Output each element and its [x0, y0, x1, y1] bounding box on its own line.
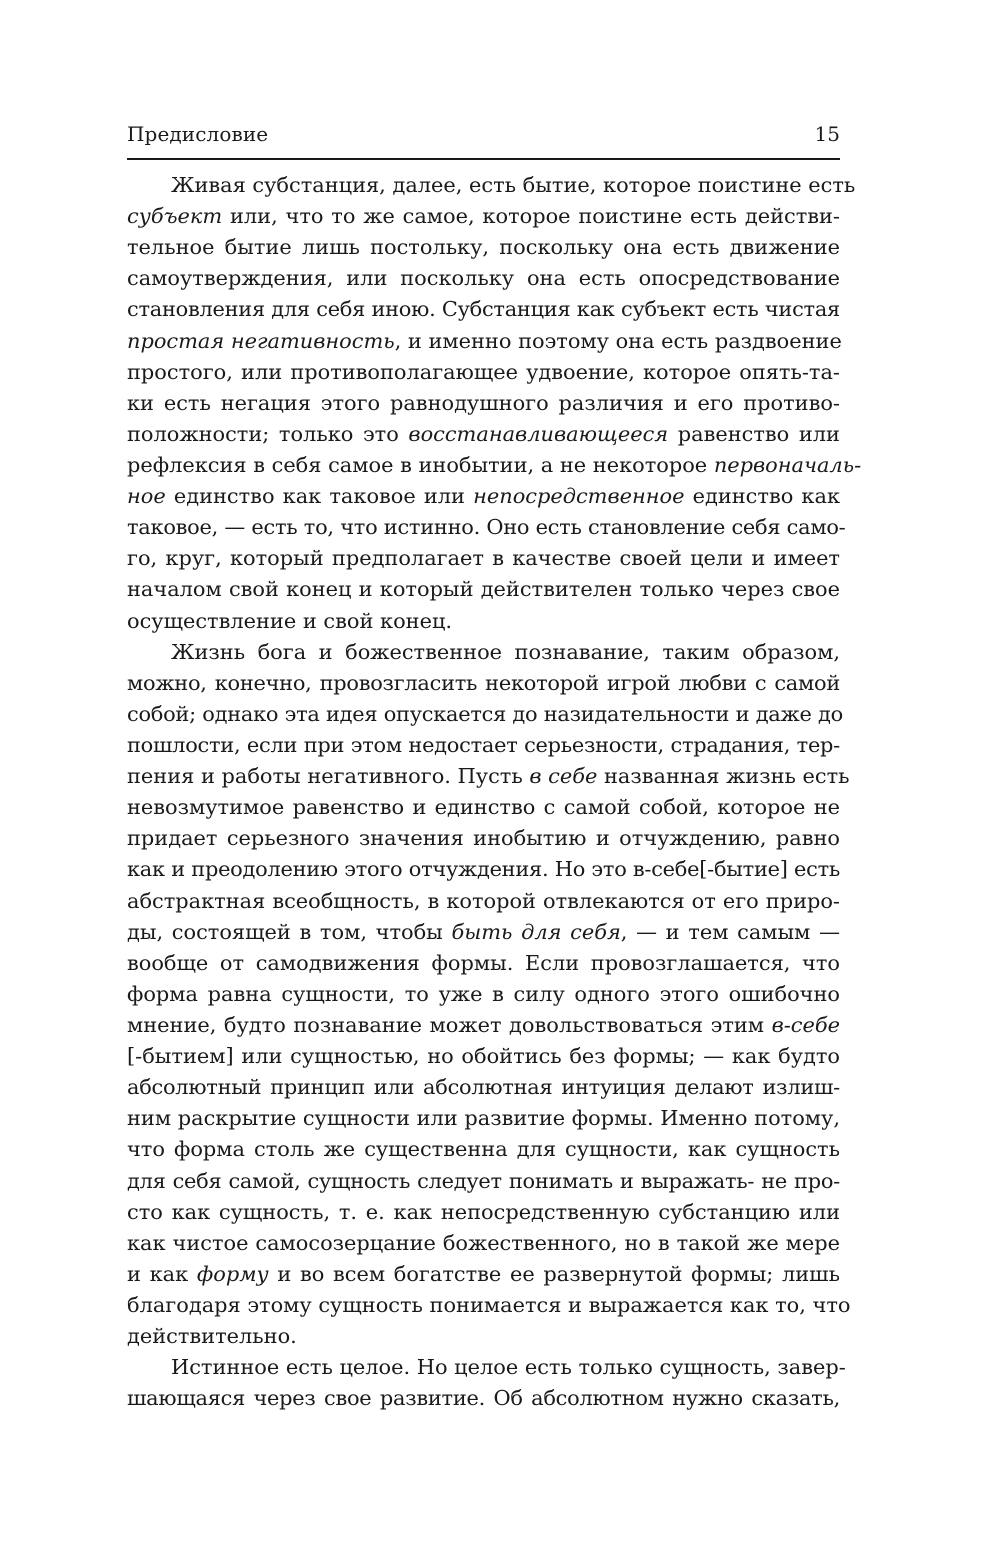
text-line — [127, 357, 840, 388]
text-run: единство как таковое или — [165, 484, 474, 509]
text-run: , и именно поэтому она есть раздвоение — [394, 328, 842, 353]
text-run: форма равна сущности, то уже в силу одного этого ошибочно — [127, 981, 840, 1006]
text-line — [127, 419, 840, 450]
text-line — [127, 543, 840, 574]
text-line — [127, 668, 840, 699]
text-line — [127, 1166, 840, 1197]
text-run: , — и тем самым — — [620, 919, 840, 944]
text-line — [127, 201, 840, 232]
text-run: положности; только это — [127, 421, 409, 446]
text-run: осуществление и свой конец. — [127, 608, 453, 633]
text-line — [127, 823, 840, 854]
text-run: Жизнь бога и божественное познавание, таким образом, — [171, 639, 840, 664]
text-run: началом свой конец и который действителен только через свое — [127, 577, 840, 602]
text-line — [127, 263, 840, 294]
text-run: ним раскрытие сущности или развитие формы. Именно потому, — [127, 1106, 840, 1131]
text-line — [127, 854, 840, 885]
text-run: абстрактная всеобщность, в которой отвлекаются от его приро- — [127, 888, 840, 913]
text-line — [127, 388, 840, 419]
italic-run: восстанавливающееся — [408, 421, 669, 446]
header-rule — [127, 158, 840, 160]
text-line — [127, 761, 850, 792]
text-run: невозмутимое равенство и единство с самой собой, которое не — [127, 795, 840, 820]
text-run: пения и работы негативного. Пусть — [127, 764, 530, 789]
italic-run: в-себе — [771, 1012, 840, 1037]
text-line — [127, 792, 840, 823]
text-run: можно, конечно, провозгласить некоторой игрой любви с самой — [127, 670, 840, 695]
text-run: [-бытием] или сущностью, но обойтись без формы; — как будто — [127, 1044, 840, 1069]
text-run: и как — [127, 1261, 197, 1286]
text-run: как и преодолению этого отчуждения. Но это в-себе[-бытие] есть — [127, 857, 841, 882]
text-run: для себя самой, сущность следует понимать и выражать- не про- — [127, 1168, 840, 1193]
text-line — [127, 1259, 840, 1290]
text-run: абсолютный принцип или абсолютная интуиция делают излиш- — [127, 1075, 840, 1100]
text-run: рефлексия в себя самое в инобытии, а не некоторое — [127, 452, 714, 477]
text-run: шающаяся через свое развитие. Об абсолютном нужно сказать, — [127, 1386, 840, 1411]
text-line — [127, 1134, 840, 1165]
text-line — [127, 481, 840, 512]
text-line — [127, 512, 846, 543]
text-line — [127, 450, 862, 481]
text-run: благодаря этому сущность понимается и выражается как то, что — [127, 1292, 851, 1317]
italic-run: первоначаль- — [713, 452, 862, 477]
text-run: собой; однако эта идея опускается до назидательности и даже до — [127, 701, 843, 726]
italic-run: простая негативность — [127, 328, 395, 353]
text-line — [127, 948, 840, 979]
text-line — [127, 1197, 840, 1228]
text-run: самоутверждения, или поскольку она есть опосредствование — [127, 266, 840, 291]
text-line — [127, 1321, 840, 1352]
text-run: ки есть негация этого равнодушного различия и его противо- — [127, 390, 840, 415]
text-line — [127, 1072, 840, 1103]
text-run: Истинное есть целое. Но целое есть только сущность, завер- — [171, 1355, 846, 1380]
text-run: или, что то же самое, которое поистине есть действи- — [222, 204, 840, 229]
text-line — [127, 637, 840, 668]
text-run: равенство или — [668, 421, 840, 446]
text-run: действительно. — [127, 1324, 297, 1349]
body-text — [127, 170, 862, 1414]
text-line — [127, 294, 840, 325]
text-line — [127, 1352, 846, 1383]
text-run: тельное бытие лишь постольку, поскольку она есть движение — [127, 235, 840, 260]
text-line — [127, 886, 840, 917]
running-head — [127, 114, 840, 154]
text-run: становления для себя иною. Субстанция как субъект есть чистая — [127, 297, 840, 322]
text-run: сто как сущность, т. е. как непосредственную субстанцию или — [127, 1199, 840, 1224]
italic-run: субъект — [127, 204, 223, 229]
text-run: и во всем богатстве ее развернутой формы; лишь — [268, 1261, 840, 1286]
text-line — [127, 170, 856, 201]
text-line — [127, 574, 840, 605]
text-run: вообще от самодвижения формы. Если провозглашается, что — [127, 950, 840, 975]
text-run: Живая субстанция, далее, есть бытие, которое поистине есть — [171, 173, 856, 197]
text-run: го, круг, который предполагает в качестве своей цели и имеет — [127, 546, 840, 571]
text-line — [127, 232, 840, 263]
text-line — [127, 1383, 840, 1414]
text-run: названная жизнь есть — [597, 764, 850, 789]
text-run: таковое, — есть то, что истинно. Оно есть становление себя само- — [127, 515, 846, 540]
text-run: что форма столь же существенна для сущности, как сущность — [127, 1137, 840, 1162]
text-line — [127, 917, 840, 948]
text-line — [127, 1103, 840, 1134]
italic-run: форму — [196, 1261, 269, 1286]
italic-run: непосредственное — [473, 484, 685, 509]
text-run: придает серьезного значения инобытию и отчуждению, равно — [127, 826, 840, 851]
text-line — [127, 326, 840, 357]
running-title: Предисловие — [127, 122, 269, 146]
text-run: единство как — [684, 484, 840, 509]
italic-run: ное — [127, 484, 166, 509]
text-line — [127, 1041, 840, 1072]
italic-run: быть для себя — [451, 919, 621, 944]
text-line — [127, 699, 843, 730]
text-line — [127, 1228, 840, 1259]
text-run: пошлости, если при этом недостает серьезности, страдания, тер- — [127, 732, 840, 757]
text-line — [127, 606, 840, 637]
text-line — [127, 979, 840, 1010]
text-line — [127, 1290, 851, 1321]
text-line — [127, 1010, 840, 1041]
text-line — [127, 730, 840, 761]
text-run: мнение, будто познавание может довольствоваться этим — [127, 1012, 772, 1037]
italic-run: в себе — [529, 764, 598, 789]
text-run: простого, или противополагающее удвоение, которое опять-та- — [127, 359, 840, 384]
text-run: как чистое самосозерцание божественного, но в такой же мере — [127, 1230, 840, 1255]
page-number: 15 — [814, 122, 840, 146]
text-run: ды, состоящей в том, чтобы — [127, 919, 452, 944]
